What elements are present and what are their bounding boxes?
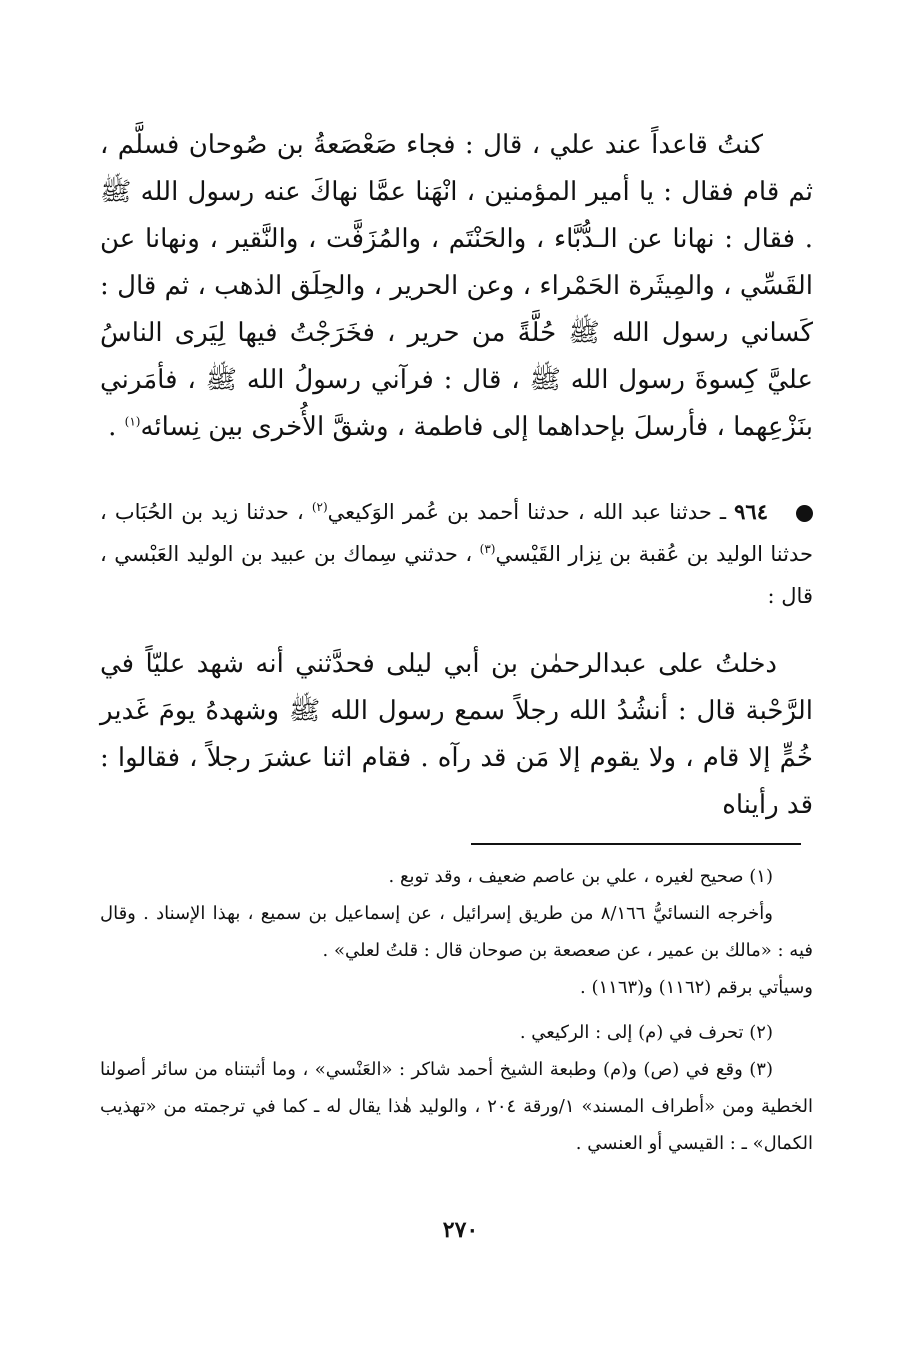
paragraph-1-text: كنتُ قاعداً عند علي ، قال : فجاء صَعْصَعةُ بن صُوحان فسلَّم ، ثم قام فقال : يا أمير المؤمنين ، انْهَنا عمَّا نهاكَ عنه رسول الله ﷺ . فقال : نهانا عن الـدُّبَّاء ، والحَنْتَم ، والمُزَفَّت ، والنَّقير ، ونهانا عن القَسِّي ، والمِيثَرة الحَمْراء ، وعن الحرير ، والحِلَق الذهب ، ثم قال : كَساني رسول الله ﷺ حُلَّةً من حرير ، فخَرَجْتُ فيها لِيَرى الناسُ عليَّ كِسوةَ رسول الله ﷺ ، قال : فرآني رسولُ الله ﷺ ، فأمَرني بنَزْعِهما ، فأرسلَ بإحداهما إلى فاطمة ، وشقَّ الأُخرى بين نِسائه xyxy=(100,130,813,442)
footnote-1-line-1: (١) صحيح لغيره ، علي بن عاصم ضعيف ، وقد توبع . xyxy=(388,866,773,887)
footnote-ref-1: (١) xyxy=(124,414,141,429)
footnote-divider xyxy=(471,843,801,845)
paragraph-1 xyxy=(100,122,813,451)
paragraph-1-end: . xyxy=(108,412,125,442)
footnote-ref-3: (٣) xyxy=(479,542,496,556)
hadith-text-1: ـ حدثنا عبد الله ، حدثنا أحمد بن عُمر الوَكيعي xyxy=(327,500,735,524)
footnote-1-line-3: وسيأتي برقم (١١٦٢) و(١١٦٣) . xyxy=(580,977,813,998)
bullet-icon xyxy=(796,505,813,522)
footnotes xyxy=(100,858,813,1162)
footnote-ref-2: (٢) xyxy=(311,500,328,514)
hadith-chain xyxy=(100,491,813,617)
footnote-2: (٢) تحرف في (م) إلى : الركيعي . xyxy=(519,1022,773,1043)
hadith-text-2: ، حدثنا زيد بن الحُبَاب ، حدثنا الوليد بن عُقبة بن نِزار القَيْسي xyxy=(100,500,813,566)
main-text xyxy=(100,122,813,829)
page-number: ٢٧٠ xyxy=(442,1217,479,1243)
paragraph-2: دخلتُ على عبدالرحمٰن بن أبي ليلى فحدَّثني أنه شهد عليّاً في الرَّحْبة قال : أنشُدُ الله رجلاً سمع رسول الله ﷺ وشهدهُ يومَ غَدير خُمٍّ إلا قام ، ولا يقوم إلا مَن قد رآه . فقام اثنا عشرَ رجلاً ، فقالوا : قد رأيناه xyxy=(100,649,813,820)
footnote-1-line-2: وأخرجه النسائيُّ ٨/١٦٦ من طريق إسرائيل ، عن إسماعيل بن سميع ، بهذا الإسناد . وقال فيه : «مالك بن عمير ، عن صعصعة بن صوحان قال : قلتُ لعلي» . xyxy=(100,903,813,961)
footnote-3: (٣) وقع في (ص) و(م) وطبعة الشيخ أحمد شاكر : «العَنْسي» ، وما أثبتناه من سائر أصولنا الخطية ومن «أطراف المسند» ١/ورقة ٢٠٤ ، والوليد هٰذا يقال له ـ كما في ترجمته من «تهذيب الكمال» ـ : القيسي أو العنسي . xyxy=(100,1059,813,1154)
hadith-number: ٩٦٤ xyxy=(734,499,768,524)
hadith-text-3: ، حدثني سِماك بن عبيد بن الوليد العَبْسي ، قال : xyxy=(100,542,813,608)
